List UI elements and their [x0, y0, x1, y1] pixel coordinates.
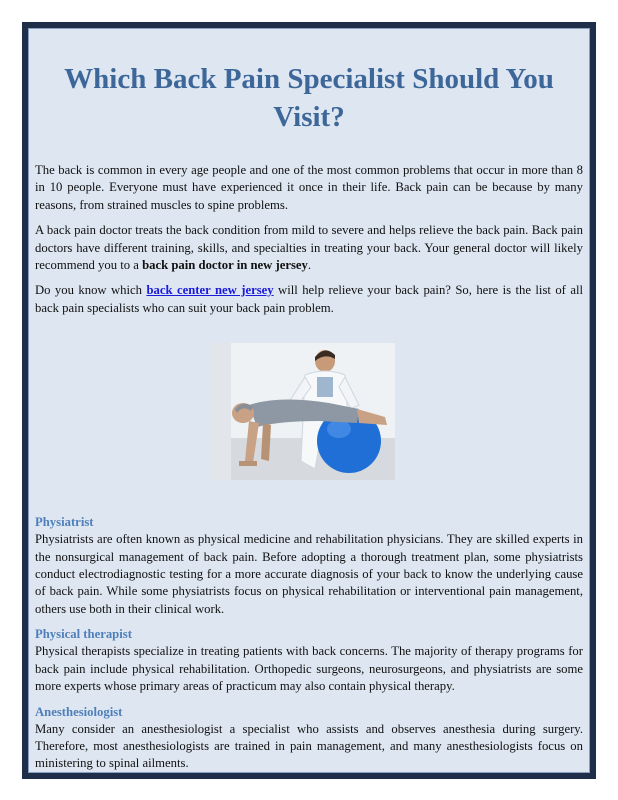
section-text-anesthesiologist: Many consider an anesthesiologist a specialist who assists and observes anesthesia during surgery. Therefore, most anesthesiologists are trained in pain management, and many anesthesiologists focus on ministering to spinal ailments.	[35, 721, 583, 771]
physical-therapy-illustration	[209, 343, 395, 480]
intro-paragraph-2-end: .	[307, 258, 312, 273]
physical-therapy-photo	[209, 343, 395, 480]
intro-paragraph-1: The back is common in every age people and one of the most common problems that occur in more than 8 in 10 people. Everyone must have experienced it once in their life. Back pain can be because by many reasons, from strained muscles to spine problems.	[35, 163, 583, 212]
intro-paragraph-2-text: A back pain doctor treats the back condition from mild to severe and helps relieve the back pain. Back pain doctors have different training, skills, and specialties in treating your back. Your general doctor will likely recommend you to a	[35, 223, 583, 273]
bold-keyword: back pain doctor in new jersey	[142, 258, 308, 273]
section-heading-physiatrist: Physiatrist	[35, 515, 94, 530]
intro-paragraph-3-end: will help relieve your back pain? So, here is the list of all back pain specialists who can suit your back pain problem.	[35, 283, 584, 315]
back-center-link[interactable]: back center new jersey	[146, 283, 274, 298]
section-text-physical-therapist: Physical therapists specialize in treating patients with back concerns. The majority of therapy programs for back pain include physical rehabilitation. Orthopedic surgeons, neurosurgeons, and physiatrists are some more experts whose primary areas of practicum may also contain physical therapy.	[35, 644, 583, 694]
section-heading-physical-therapist: Physical therapist	[35, 627, 132, 642]
page-title: Which Back Pain Specialist Should You Visit?	[64, 63, 554, 133]
document-content	[35, 60, 583, 773]
intro-paragraph-2	[35, 222, 583, 274]
section-heading-anesthesiologist: Anesthesiologist	[35, 704, 123, 719]
intro-paragraph-3-text: Do you know which	[35, 283, 147, 298]
intro-paragraph-3	[35, 282, 583, 317]
section-text-physiatrist: Physiatrists are often known as physical medicine and rehabilitation physicians. They are skilled experts in the nonsurgical management of back pain. Before adopting a thorough treatment plan, some physiatrists conduct electrodiagnostic testing for a more accurate diagnosis of your back to know the underlying cause of back pain. While some physiatrists focus on physical rehabilitation or interventional pain management, others use both in their clinical work.	[35, 532, 583, 616]
